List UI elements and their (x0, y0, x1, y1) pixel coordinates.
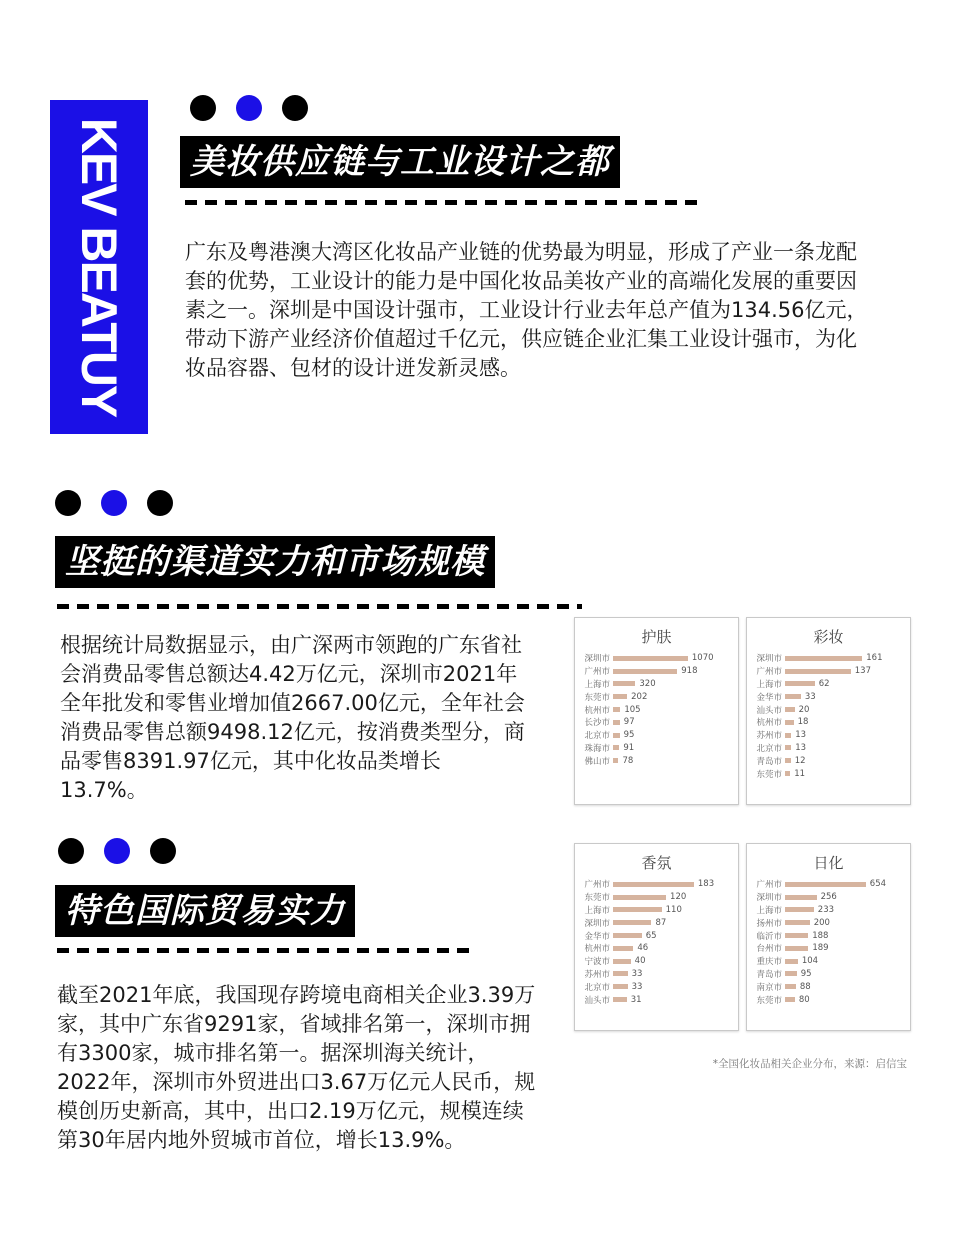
category-label: 深圳市 (756, 893, 782, 904)
value-label: 320 (639, 678, 656, 689)
chart-bar-row (579, 929, 732, 942)
black-dot-icon (190, 95, 216, 121)
value-label: 12 (794, 755, 806, 766)
chart-bar-row (751, 652, 904, 665)
decorative-dots (55, 490, 173, 516)
category-label: 杭州市 (584, 705, 610, 716)
value-label: 91 (623, 742, 635, 753)
value-label: 105 (624, 704, 641, 715)
bar-mark (613, 895, 666, 900)
chart-bar-row (751, 729, 904, 742)
value-label: 202 (631, 691, 648, 702)
bar-mark (613, 669, 677, 674)
section-body: 广东及粤港澳大湾区化妆品产业链的优势最为明显，形成了产业一条龙配套的优势，工业设计的能力是中国化妆品美妆产业的高端化发展的重要因素之一。深圳是中国设计强市，工业设计行业去年总产值为134.56亿元，带动下游产业经济价值超过千亿元，供应链企业汇集工业设计强市，为化妆品容器、包材的设计迸发新灵感。 (185, 240, 868, 380)
value-label: 200 (813, 917, 830, 928)
chart-bar-row (579, 652, 732, 665)
value-label: 918 (681, 666, 698, 677)
category-label: 苏州市 (756, 731, 782, 742)
chart-bar-row (579, 980, 732, 993)
decorative-dots (190, 95, 308, 121)
value-label: 189 (812, 943, 829, 954)
chart-bar-row (751, 980, 904, 993)
chart-panel-fragrance (574, 843, 739, 1031)
value-label: 120 (670, 892, 687, 903)
value-label: 110 (665, 904, 682, 915)
chart-bar-row (751, 703, 904, 716)
value-label: 33 (804, 691, 816, 702)
bar-mark (613, 997, 627, 1002)
category-label: 深圳市 (756, 654, 782, 665)
bar-mark (613, 959, 631, 964)
category-label: 广州市 (756, 880, 782, 891)
chart-bar-row (579, 904, 732, 917)
black-dot-icon (150, 838, 176, 864)
chart-bar-row (751, 968, 904, 981)
bar-mark (785, 997, 795, 1002)
value-label: 95 (800, 968, 812, 979)
value-label: 33 (631, 981, 643, 992)
category-label: 南京市 (756, 982, 782, 993)
decorative-dots (58, 838, 176, 864)
chart-bar-row (751, 942, 904, 955)
chart-bar-row (579, 716, 732, 729)
value-label: 1070 (691, 653, 714, 664)
chart-bar-row (579, 955, 732, 968)
category-label: 长沙市 (584, 718, 610, 729)
bar-mark (613, 720, 620, 725)
bar-mark (785, 694, 801, 699)
bar-mark (785, 882, 866, 887)
value-label: 62 (818, 678, 830, 689)
category-label: 金华市 (584, 931, 610, 942)
chart-rows (579, 652, 732, 767)
category-label: 东莞市 (584, 692, 610, 703)
bar-mark (785, 920, 810, 925)
category-label: 金华市 (756, 692, 782, 703)
value-label: 40 (634, 956, 646, 967)
category-label: 东莞市 (756, 769, 782, 780)
category-label: 上海市 (756, 679, 782, 690)
chart-panel-skincare (574, 617, 739, 805)
category-label: 青岛市 (756, 756, 782, 767)
bar-mark (785, 933, 808, 938)
value-label: 46 (637, 943, 649, 954)
bar-mark (613, 733, 620, 738)
bar-mark (613, 971, 628, 976)
category-label: 广州市 (584, 880, 610, 891)
chart-bar-row (751, 767, 904, 780)
chart-bar-row (751, 754, 904, 767)
chart-bar-row (579, 665, 732, 678)
section-title: 美妆供应链与工业设计之都 (180, 136, 620, 188)
category-label: 北京市 (584, 731, 610, 742)
chart-bar-row (579, 942, 732, 955)
value-label: 256 (820, 892, 837, 903)
category-label: 北京市 (756, 743, 782, 754)
category-label: 杭州市 (756, 718, 782, 729)
chart-bar-row (751, 904, 904, 917)
chart-bar-row (751, 878, 904, 891)
value-label: 654 (869, 879, 887, 890)
chart-bar-row (751, 742, 904, 755)
chart-bar-row (751, 955, 904, 968)
category-label: 深圳市 (584, 918, 610, 929)
bar-mark (785, 720, 794, 725)
chart-rows (751, 878, 904, 1006)
bar-mark (613, 694, 627, 699)
bar-mark (785, 971, 797, 976)
chart-bar-row (579, 754, 732, 767)
chart-bar-row (579, 891, 732, 904)
bar-mark (785, 946, 808, 951)
bar-mark (613, 920, 651, 925)
value-label: 137 (854, 666, 871, 677)
category-label: 青岛市 (756, 969, 782, 980)
chart-bar-row (579, 916, 732, 929)
value-label: 233 (817, 904, 835, 915)
category-label: 东莞市 (756, 995, 782, 1006)
dashed-divider (185, 200, 705, 205)
chart-bar-row (751, 665, 904, 678)
category-label: 宁波市 (584, 957, 610, 968)
chart-title: 日化 (813, 854, 844, 872)
section-body: 根据统计局数据显示，由广深两市领跑的广东省社会消费品零售总额达4.42万亿元，深圳市2021年全年批发和零售业增加值2667.00亿元，全年社会消费品零售总额9498.12亿元，按消费类型分，商品零售8391.97亿元，其中化妆品类增长13.7%。 (60, 633, 525, 802)
value-label: 13 (795, 730, 807, 741)
chart-bar-row (579, 703, 732, 716)
chart-bar-row (579, 678, 732, 691)
dashed-divider (57, 948, 472, 953)
section-title: 特色国际贸易实力 (55, 885, 355, 937)
bar-mark (785, 669, 851, 674)
value-label: 104 (801, 956, 819, 967)
chart-panel-makeup (746, 617, 911, 805)
chart-bar-row (751, 891, 904, 904)
chart-bar-row (751, 690, 904, 703)
bar-mark (613, 707, 620, 712)
value-label: 78 (622, 755, 634, 766)
category-label: 北京市 (584, 982, 610, 993)
chart-title: 彩妆 (813, 628, 844, 646)
value-label: 33 (631, 968, 643, 979)
value-label: 95 (623, 730, 635, 741)
value-label: 161 (866, 653, 883, 664)
category-label: 苏州市 (584, 969, 610, 980)
chart-rows (751, 652, 904, 780)
value-label: 11 (794, 768, 806, 779)
category-label: 台州市 (756, 944, 782, 955)
bar-mark (613, 933, 642, 938)
value-label: 20 (798, 704, 810, 715)
category-label: 重庆市 (756, 957, 782, 968)
blue-dot-icon (236, 95, 262, 121)
black-dot-icon (147, 490, 173, 516)
bar-mark (785, 707, 795, 712)
category-label: 扬州市 (756, 918, 782, 929)
category-label: 广州市 (756, 667, 782, 678)
category-label: 上海市 (584, 679, 610, 690)
bar-mark (613, 656, 688, 661)
chart-bar-row (751, 929, 904, 942)
blue-dot-icon (101, 490, 127, 516)
value-label: 88 (799, 981, 811, 992)
chart-bar-row (579, 742, 732, 755)
value-label: 65 (645, 930, 657, 941)
bar-mark (785, 895, 817, 900)
value-label: 183 (697, 879, 715, 890)
black-dot-icon (58, 838, 84, 864)
value-label: 188 (812, 930, 829, 941)
blue-dot-icon (104, 838, 130, 864)
category-label: 杭州市 (584, 944, 610, 955)
bar-mark (785, 984, 796, 989)
category-label: 上海市 (584, 905, 610, 916)
chart-panel-daily-chemical (746, 843, 911, 1031)
value-label: 18 (797, 717, 809, 728)
chart-title: 护肤 (641, 628, 672, 646)
chart-title: 香氛 (641, 854, 672, 872)
category-label: 汕头市 (584, 995, 610, 1006)
chart-bar-row (751, 716, 904, 729)
category-label: 深圳市 (584, 654, 610, 665)
bar-mark (613, 984, 628, 989)
chart-bar-row (579, 690, 732, 703)
black-dot-icon (55, 490, 81, 516)
chart-bar-row (751, 916, 904, 929)
bar-mark (785, 656, 862, 661)
chart-rows (579, 878, 732, 1006)
brand-logo-text: KEV BEATUY (71, 117, 127, 417)
bar-mark (613, 907, 662, 912)
value-label: 31 (630, 994, 642, 1005)
value-label: 97 (623, 717, 635, 728)
black-dot-icon (282, 95, 308, 121)
brand-vertical-bar (50, 100, 148, 434)
chart-bar-row (751, 993, 904, 1006)
bar-mark (785, 681, 815, 686)
category-label: 汕头市 (756, 705, 782, 716)
dashed-divider (57, 604, 582, 609)
category-label: 广州市 (584, 667, 610, 678)
category-label: 上海市 (756, 905, 782, 916)
bar-mark (613, 681, 635, 686)
bar-mark (785, 907, 814, 912)
value-label: 13 (795, 742, 807, 753)
chart-bar-row (579, 993, 732, 1006)
chart-bar-row (579, 968, 732, 981)
bar-mark (785, 959, 798, 964)
section-body: 截至2021年底，我国现存跨境电商相关企业3.39万家，其中广东省9291家，省域排名第一，深圳市拥有3300家，城市排名第一。据深圳海关统计，2022年，深圳市外贸进出口3.67万亿元人民币，规模创历史新高，其中，出口2.19万亿元，规模连续第30年居内地外贸城市首位，增长13.9%。 (57, 983, 536, 1152)
chart-bar-row (579, 729, 732, 742)
value-label: 87 (655, 917, 667, 928)
category-label: 珠海市 (584, 743, 610, 754)
source-note: *全国化妆品相关企业分布，来源：启信宝 (712, 1058, 907, 1070)
category-label: 佛山市 (584, 756, 610, 767)
bar-mark (613, 882, 694, 887)
chart-bar-row (579, 878, 732, 891)
category-label: 东莞市 (584, 893, 610, 904)
section-title: 坚挺的渠道实力和市场规模 (55, 536, 495, 588)
chart-bar-row (751, 678, 904, 691)
category-label: 临沂市 (756, 931, 782, 942)
value-label: 80 (798, 994, 810, 1005)
bar-mark (613, 946, 633, 951)
